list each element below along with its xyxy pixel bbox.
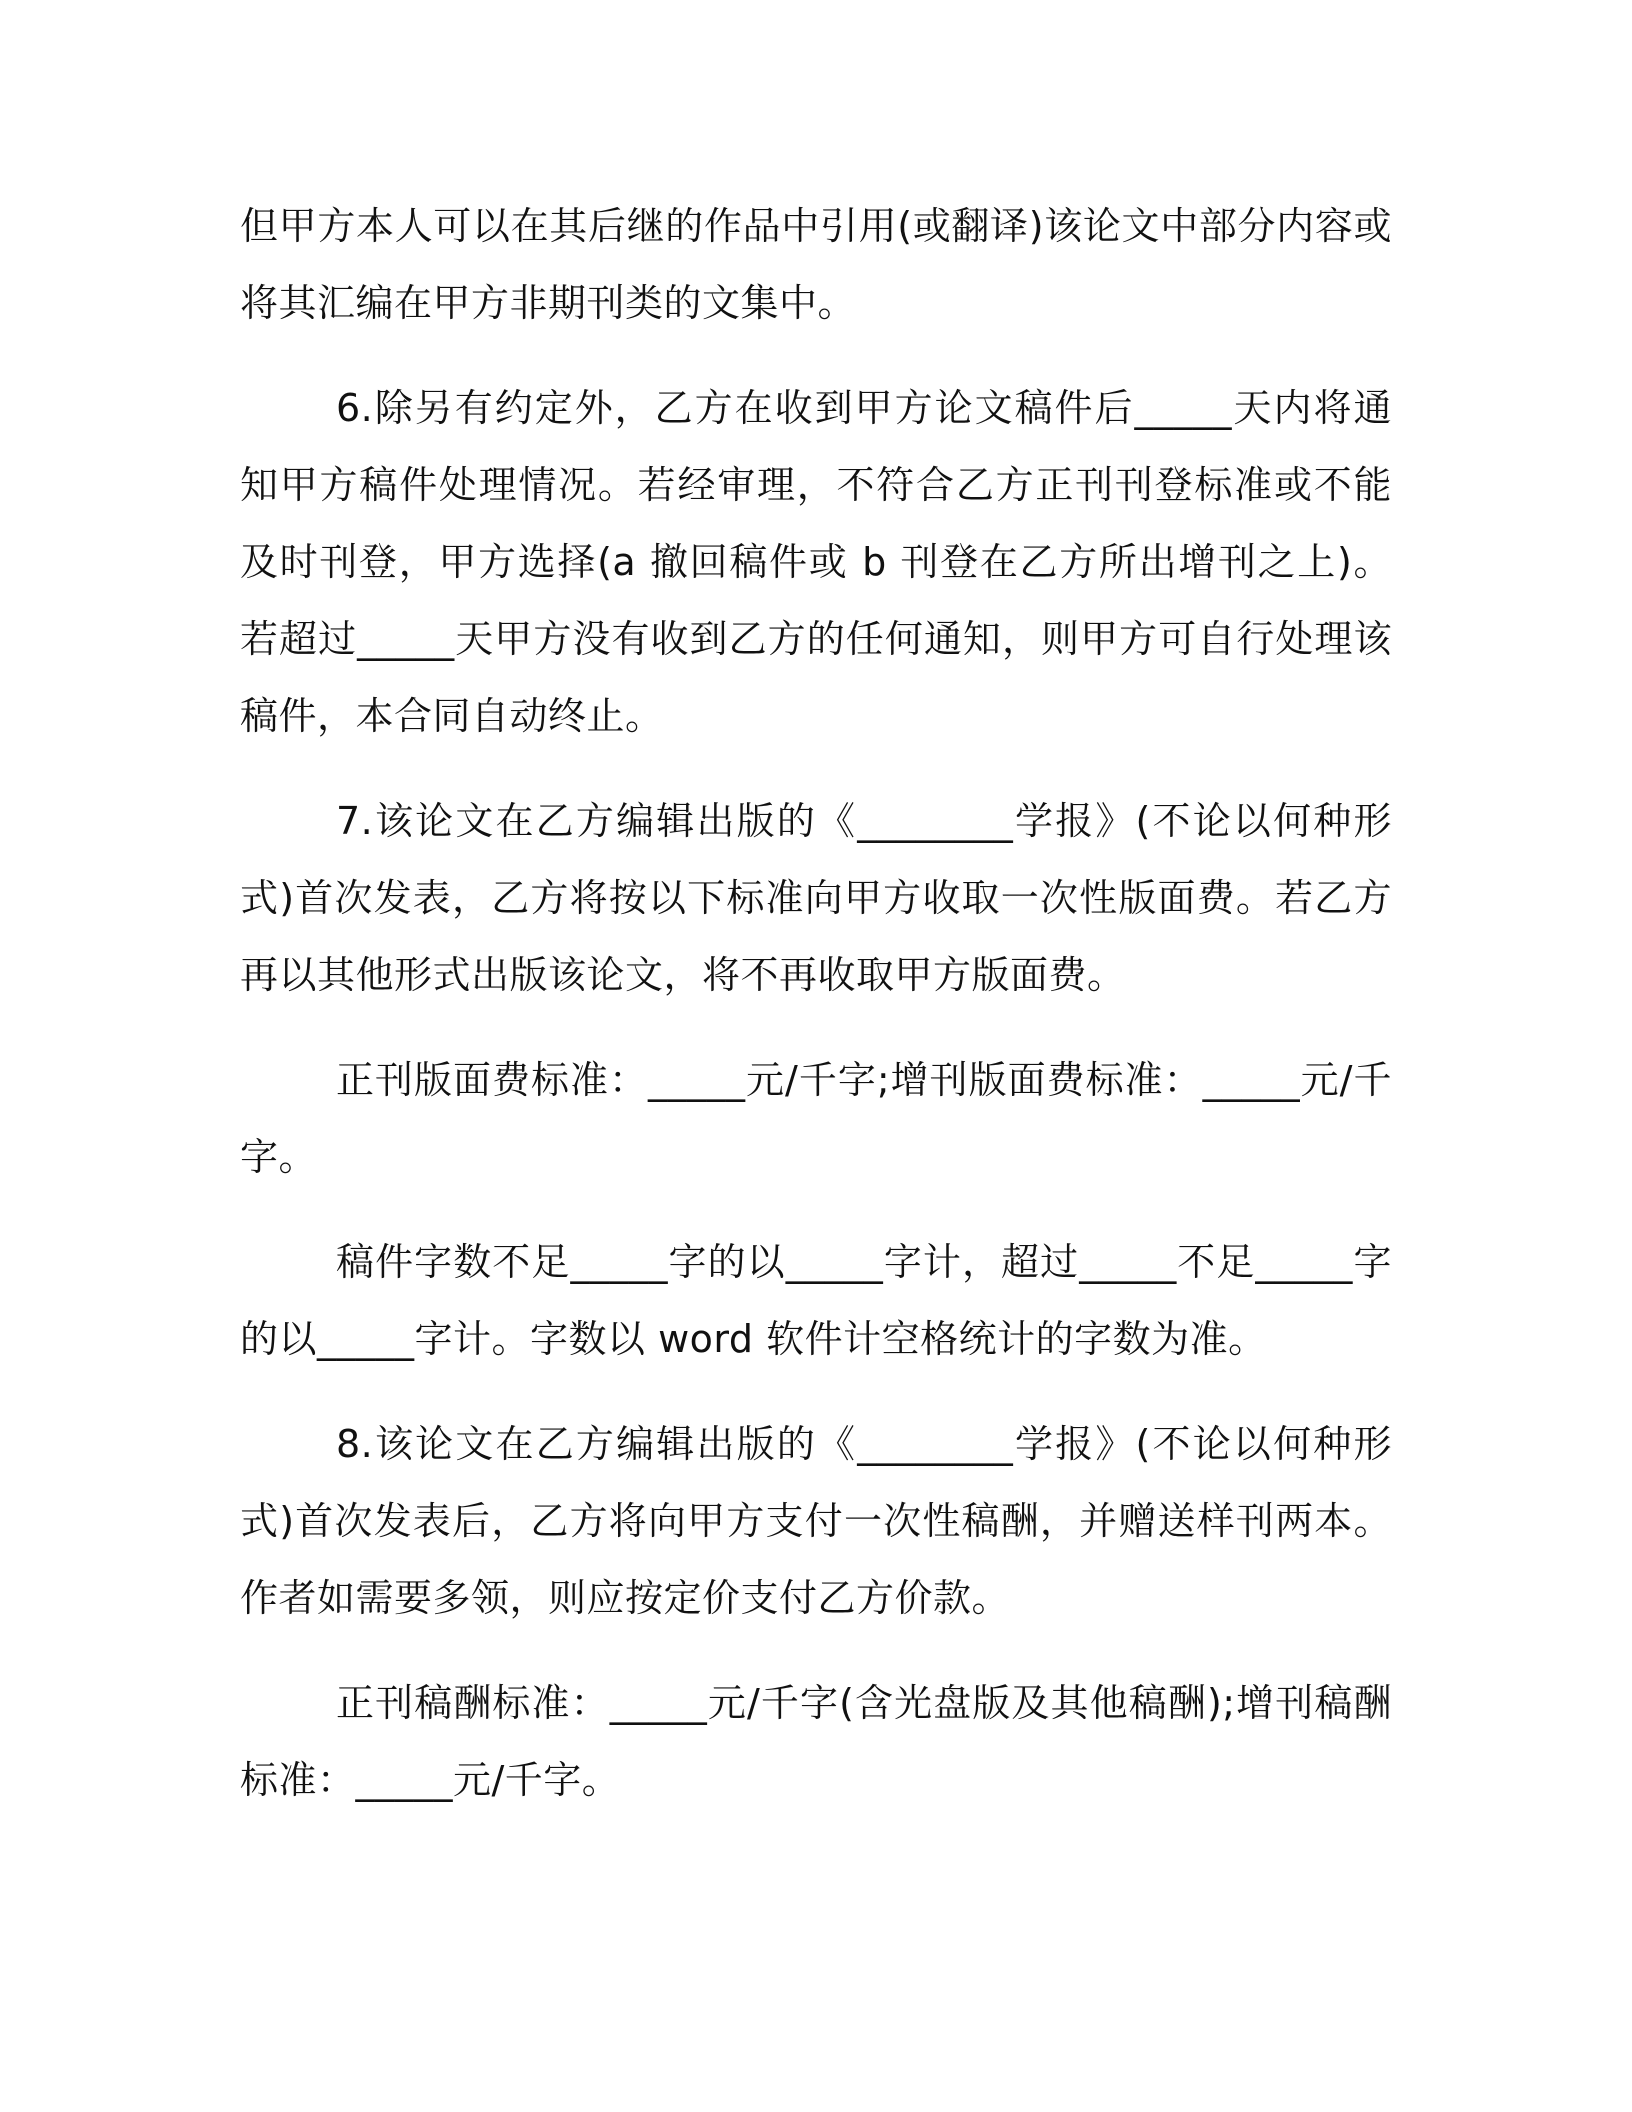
clause-8-paragraph: 8.该论文在乙方编辑出版的《________学报》(不论以何种形式)首次发表后，乙方将向甲方支付一次性稿酬，并赠送样刊两本。作者如需要多领，则应按定价支付乙方价款。 [240, 1422, 1392, 1620]
paragraph-continuation: 但甲方本人可以在其后继的作品中引用(或翻译)该论文中部分内容或将其汇编在甲方非期刊类的文集中。 [240, 204, 1392, 325]
document-body [240, 188, 1392, 1847]
clause-6-paragraph: 6.除另有约定外，乙方在收到甲方论文稿件后_____天内将通知甲方稿件处理情况。若经审理，不符合乙方正刊刊登标准或不能及时刊登，甲方选择(a 撤回稿件或 b 刊登在乙方所出增刊之上)。若超过_____天甲方没有收到乙方的任何通知，则甲方可自行处理该稿件，本合同自动终止。 [240, 386, 1392, 738]
royalty-standard-paragraph: 正刊稿酬标准：_____元/千字(含光盘版及其他稿酬);增刊稿酬标准：_____元/千字。 [240, 1681, 1392, 1802]
word-count-paragraph: 稿件字数不足_____字的以_____字计，超过_____不足_____字的以_____字计。字数以 word 软件计空格统计的字数为准。 [240, 1240, 1392, 1361]
clause-7-paragraph: 7.该论文在乙方编辑出版的《________学报》(不论以何种形式)首次发表，乙方将按以下标准向甲方收取一次性版面费。若乙方再以其他形式出版该论文，将不再收取甲方版面费。 [240, 799, 1392, 997]
page-fee-standard-paragraph: 正刊版面费标准：_____元/千字;增刊版面费标准：_____元/千字。 [240, 1058, 1392, 1179]
